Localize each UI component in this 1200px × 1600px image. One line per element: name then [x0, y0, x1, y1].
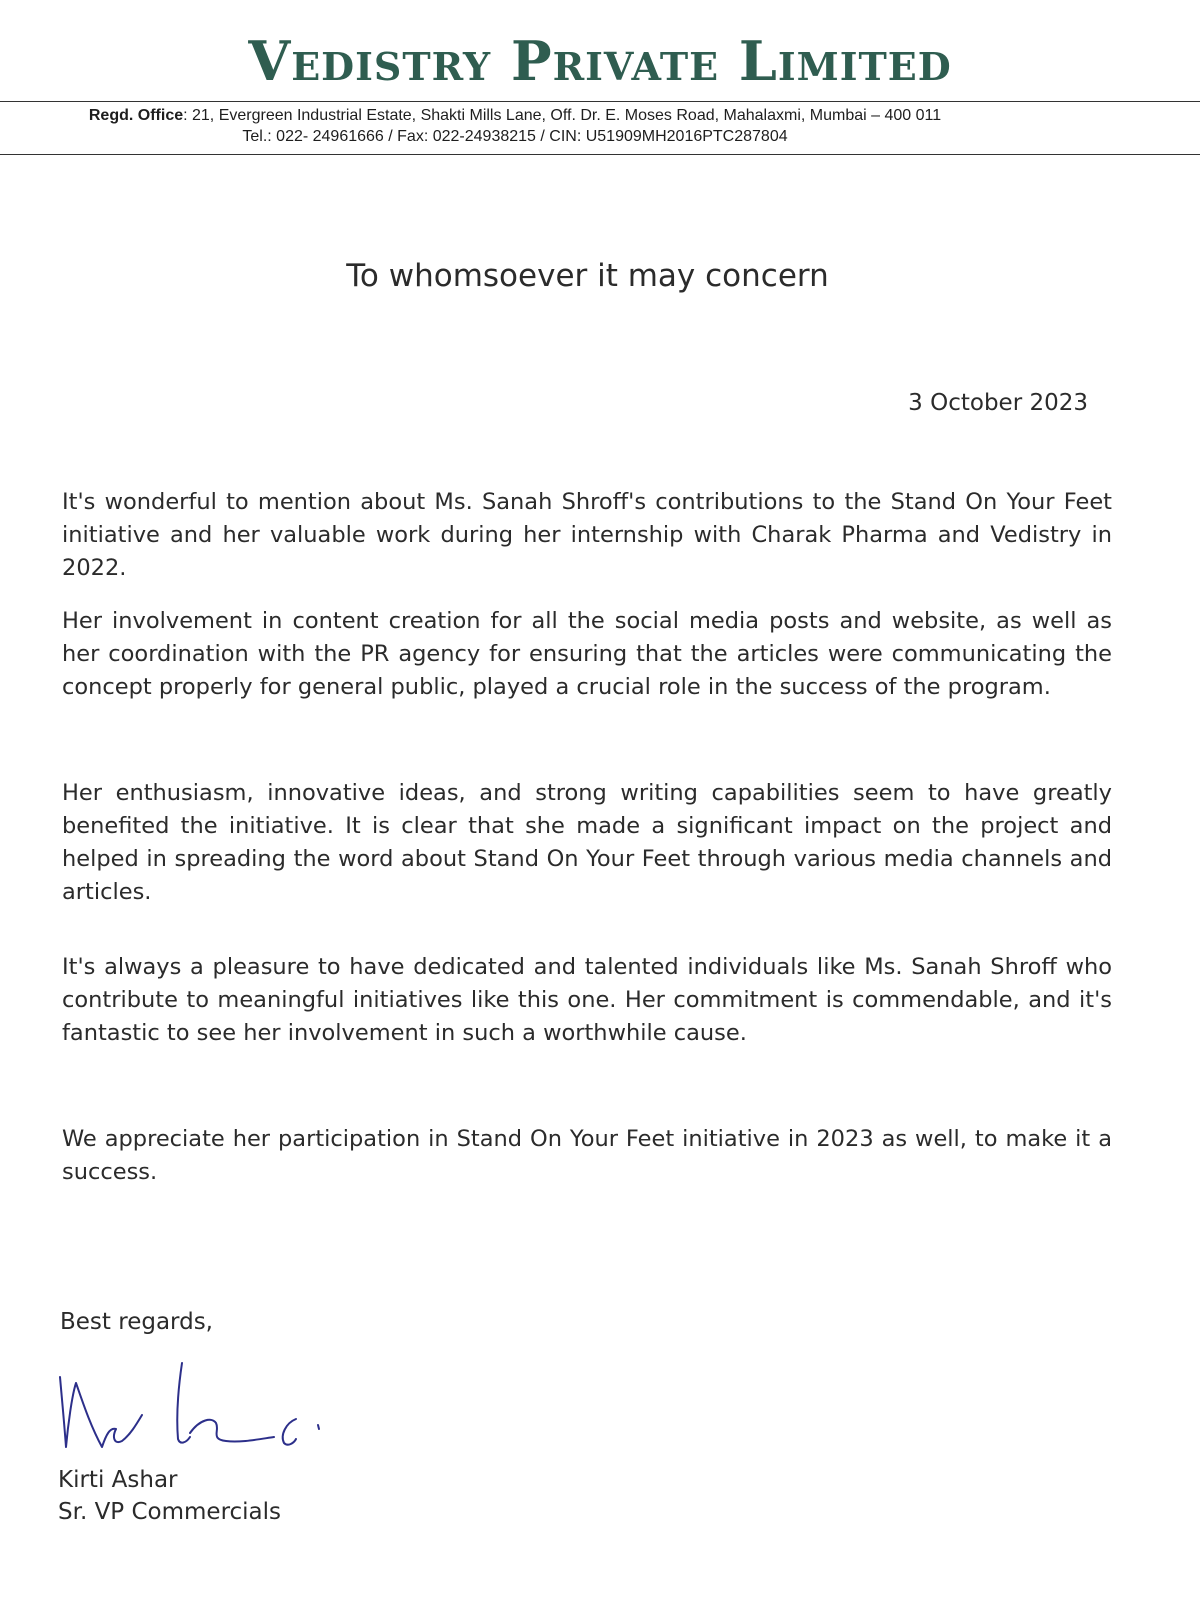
closing-salutation: Best regards,	[60, 1309, 213, 1335]
signer-name: Kirti Ashar	[58, 1467, 178, 1493]
company-name: Vedistry Private Limited	[248, 29, 952, 93]
signer-title: Sr. VP Commercials	[58, 1499, 282, 1525]
body-paragraph-3: Her enthusiasm, innovative ideas, and strong writing capabilities seem to have greatly benefited the initiative. It is clear that she made a significant impact on the project and helped in spreading the word about Stand On Your Feet through various media channels and articles.	[62, 780, 1112, 905]
letter-subject: To whomsoever it may concern	[346, 258, 829, 294]
body-paragraph-4: It's always a pleasure to have dedicated and talented individuals like Ms. Sanah Shroff who contribute to meaningful initiatives like this one. Her commitment is commendable, and it's fantastic to see her involvement in such a worthwhile cause.	[62, 954, 1112, 1046]
registered-office-line	[0, 107, 1030, 125]
body-paragraph-1: It's wonderful to mention about Ms. Sanah Shroff's contributions to the Stand On Your Feet initiative and her valuable work during her internship with Charak Pharma and Vedistry in 2022.	[62, 489, 1112, 581]
header-top-rule	[0, 101, 1200, 102]
office-label: Regd. Office	[88, 107, 184, 124]
office-address: : 21, Evergreen Industrial Estate, Shakti Mills Lane, Off. Dr. E. Moses Road, Mahalaxmi, Mumbai – 400 011	[183, 107, 942, 124]
contact-line: Tel.: 022- 24961666 / Fax: 022-24938215 / CIN: U51909MH2016PTC287804	[242, 128, 788, 145]
letter-date: 3 October 2023	[908, 390, 1088, 416]
header-bottom-rule	[0, 154, 1200, 155]
handwritten-signature	[50, 1355, 340, 1465]
body-paragraph-2: Her involvement in content creation for all the social media posts and website, as well as her coordination with the PR agency for ensuring that the articles were communicating the concept properly for general public, played a crucial role in the success of the program.	[62, 608, 1112, 700]
body-paragraph-5: We appreciate her participation in Stand On Your Feet initiative in 2023 as well, to make it a success.	[62, 1126, 1112, 1185]
